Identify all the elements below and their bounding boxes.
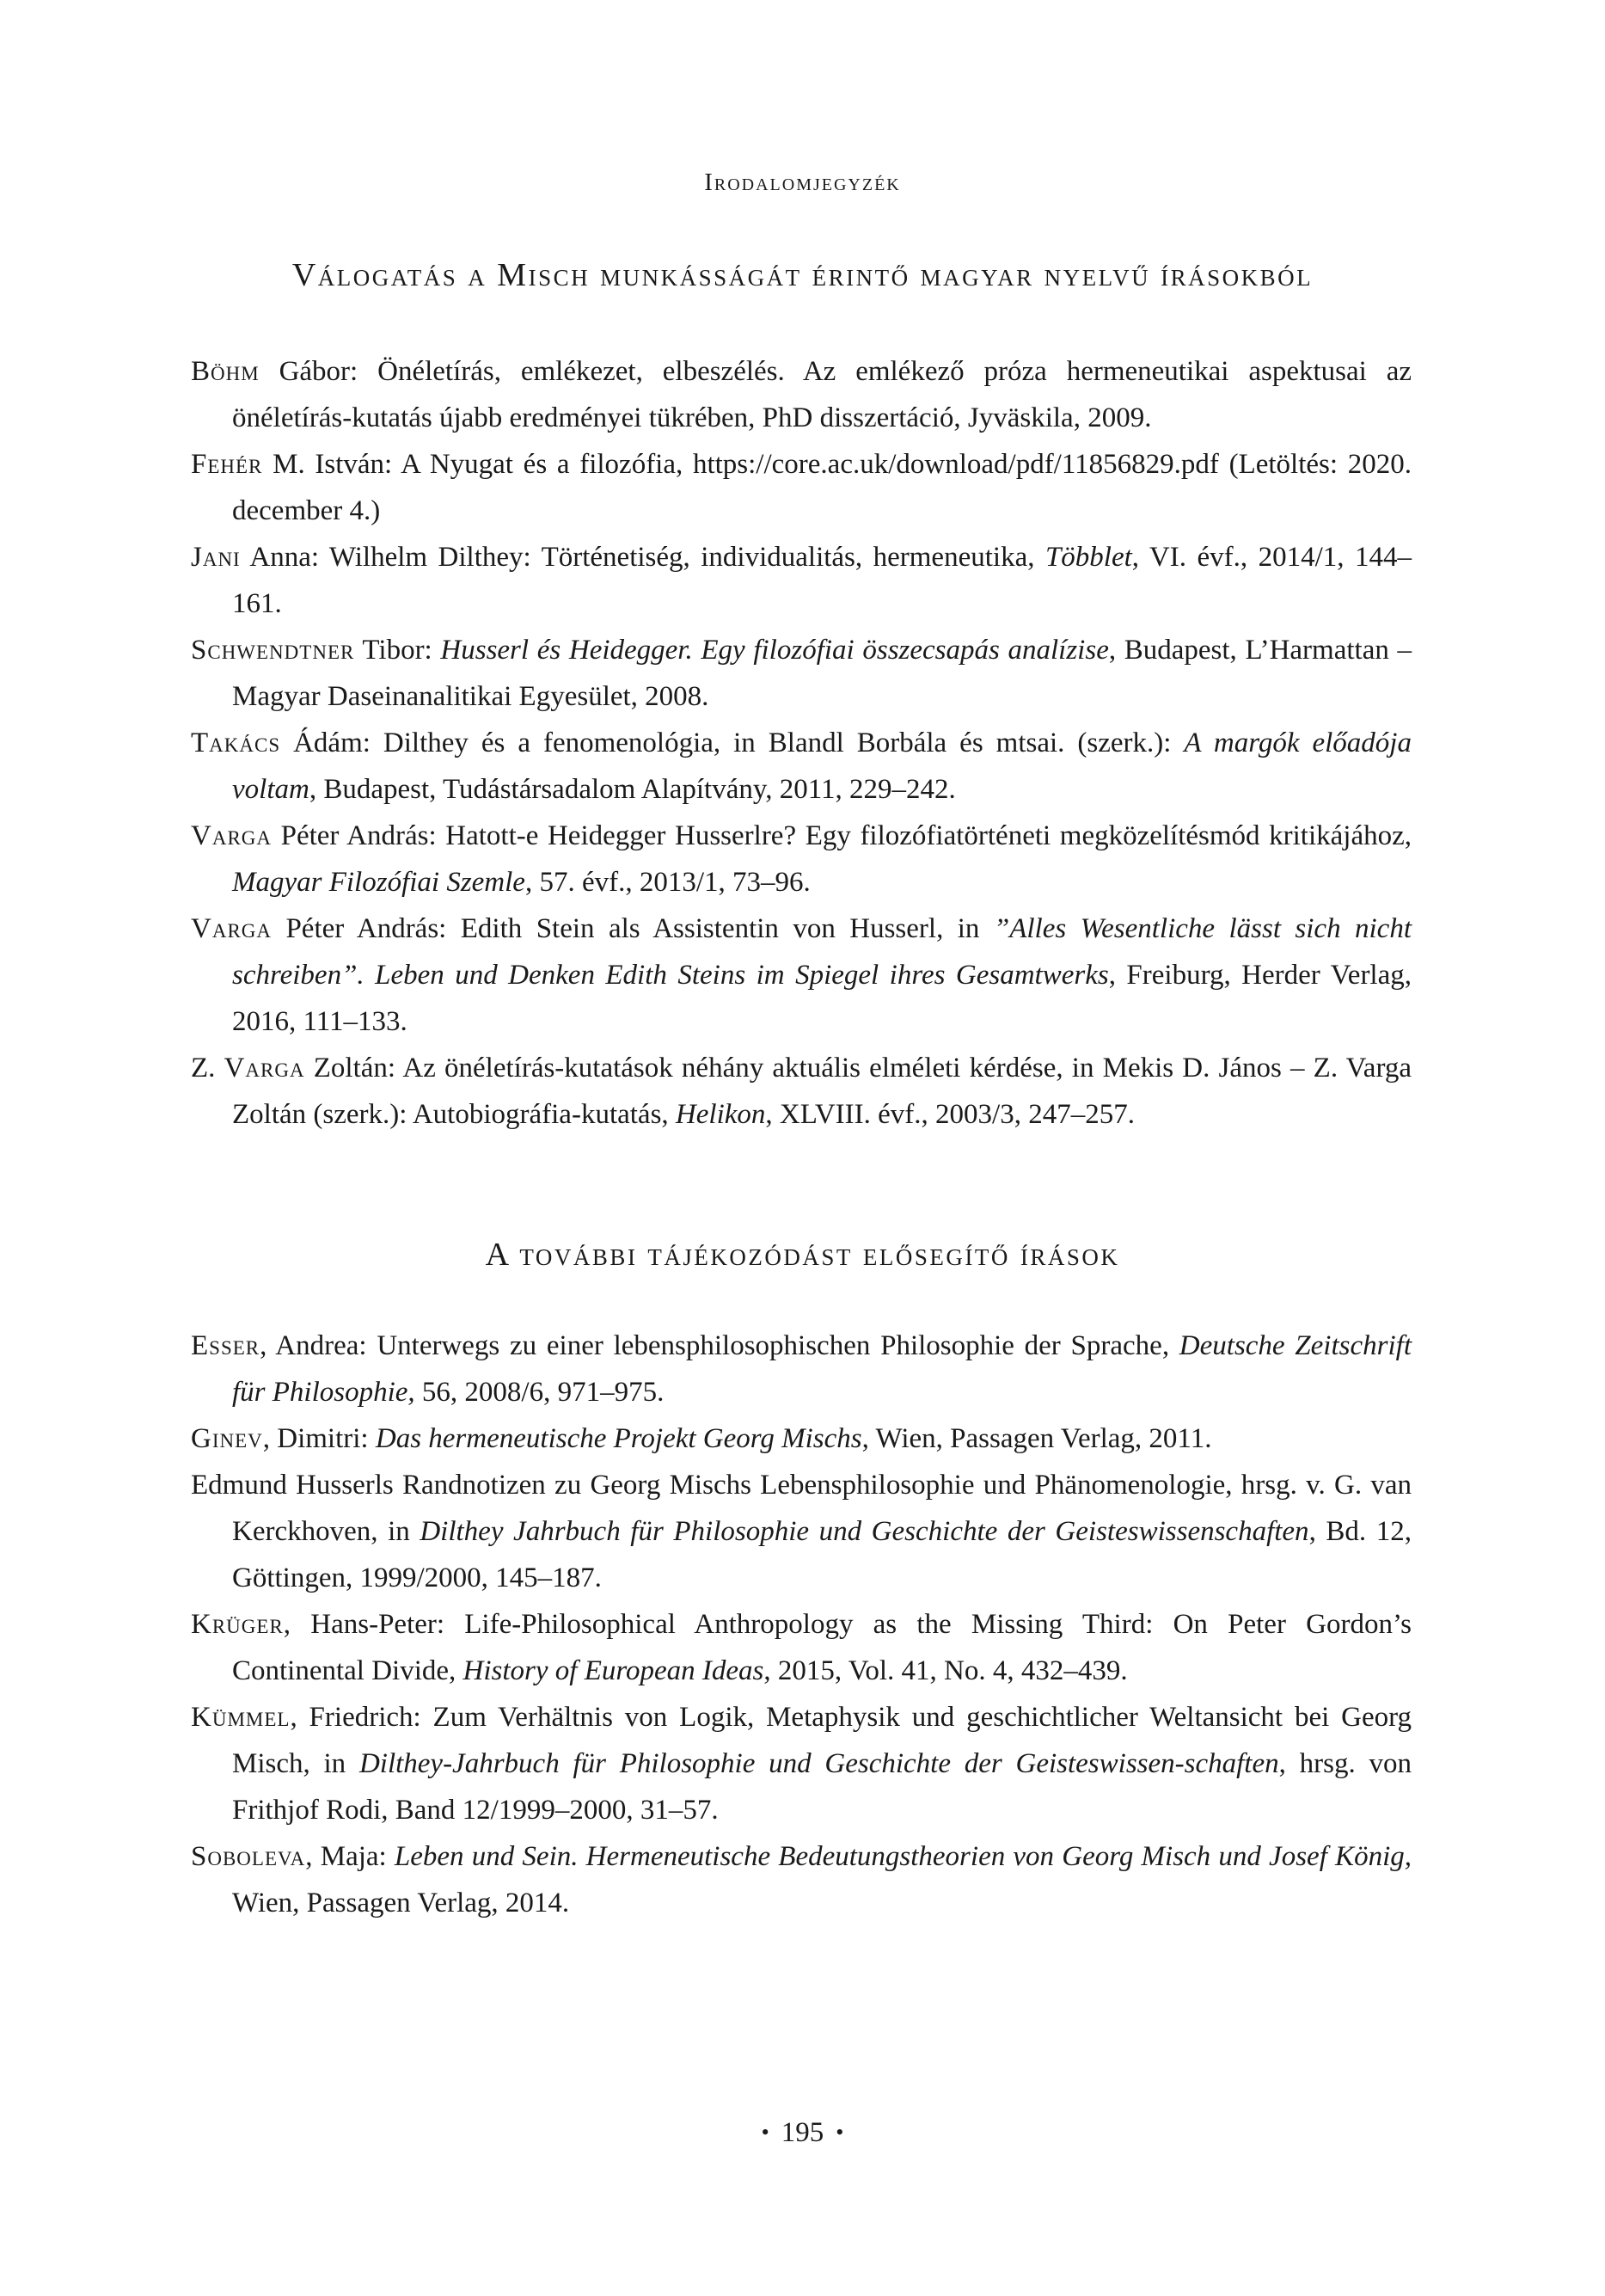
- bibliography-entry: [191, 1415, 1412, 1462]
- entry-text: Gábor: Önéletírás, emlékezet, elbeszélés. Az emlékező próza hermeneutikai aspektusai az önéletírás-kutatás újabb eredményei tükrében, PhD disszertáció, Jyväskila, 2009.: [232, 356, 1412, 433]
- bibliography-entry: [191, 348, 1412, 441]
- entry-text: , Wien, Passagen Verlag, 2011.: [861, 1423, 1212, 1454]
- bullet-icon: •: [761, 2120, 769, 2145]
- bibliography-entry: [191, 1694, 1412, 1833]
- bibliography-entry: [191, 1601, 1412, 1694]
- entry-text: Wien, Passagen Verlag, 2014.: [232, 1888, 570, 1918]
- work-title: Dilthey Jahrbuch für Philosophie und Geschichte der Geisteswissenschaften: [420, 1516, 1309, 1547]
- entry-text: , 57. évf., 2013/1, 73–96.: [524, 867, 811, 898]
- work-title: Leben und Sein. Hermeneutische Bedeutungstheorien von Georg Misch und Josef König,: [394, 1841, 1412, 1872]
- work-title: Deutsche Zeitschrift für Philosophie,: [232, 1330, 1412, 1408]
- bibliography-entry: [191, 534, 1412, 627]
- bibliography-entry: [191, 720, 1412, 813]
- entry-text: , Dimitri:: [262, 1423, 376, 1454]
- entry-text: , Budapest, L’Harmattan – Magyar Daseinanalitikai Egyesület, 2008.: [232, 635, 1412, 712]
- work-title: Helikon: [675, 1099, 766, 1130]
- bibliography-list: [191, 348, 1412, 1138]
- entry-text: 56, 2008/6, 971–975.: [414, 1377, 665, 1408]
- bibliography-entry: [191, 813, 1412, 906]
- author-surname: Krüger: [191, 1609, 284, 1640]
- author-surname: Varga: [224, 1053, 305, 1084]
- entry-text: Péter András: Edith Stein als Assistentin von Husserl, in: [272, 913, 994, 944]
- bibliography-entry: [191, 1045, 1412, 1138]
- author-surname: Varga: [191, 913, 273, 944]
- author-surname: Böhm: [191, 356, 260, 387]
- bibliography-entry: [191, 441, 1412, 534]
- entry-text: Zoltán: Az önéletírás-kutatások néhány aktuális elméleti kérdése, in Mekis D. János – Z. Varga Zoltán (szerk.): Autobiográfia-kutatás,: [232, 1053, 1412, 1130]
- work-title: ”Alles Wesentliche lässt sich nicht schreiben”. Leben und Denken Edith Steins im Spiegel ihres Gesamtwerks: [232, 913, 1412, 991]
- entry-text: Anna: Wilhelm Dilthey: Történetiség, individualitás, hermeneutika,: [240, 542, 1045, 573]
- entry-text: , Bd. 12, Göttingen, 1999/2000, 145–187.: [232, 1516, 1412, 1593]
- page-number: 195: [781, 2117, 824, 2148]
- author-surname: Schwendtner: [191, 635, 355, 666]
- bullet-icon: •: [836, 2120, 844, 2145]
- section-title: A további tájékozódást elősegítő írások: [485, 1237, 1120, 1273]
- entry-text: , XLVIII. évf., 2003/3, 247–257.: [765, 1099, 1135, 1130]
- entry-text: , hrsg. von Frithjof Rodi, Band 12/1999–2000, 31–57.: [232, 1748, 1412, 1826]
- entry-text: Péter András: Hatott-e Heidegger Husserlre? Egy filozófiatörténeti megközelítésmód kritikájához,: [272, 820, 1412, 851]
- entry-text: M. István: A Nyugat és a filozófia, https://core.ac.uk/download/pdf/11856829.pdf (Letöltés: 2020. december 4.): [232, 449, 1412, 526]
- author-surname: Kümmel: [191, 1702, 291, 1733]
- entry-text: , Andrea: Unterwegs zu einer lebensphilosophischen Philosophie der Sprache,: [260, 1330, 1179, 1361]
- bibliography-list: [191, 1323, 1412, 1926]
- bibliography-entry: [191, 1833, 1412, 1926]
- entry-text: , Budapest, Tudástársadalom Alapítvány, 2011, 229–242.: [309, 774, 956, 805]
- bibliography-entry: [191, 906, 1412, 1045]
- entry-text: Z.: [191, 1053, 224, 1084]
- work-title: A margók előadója voltam: [232, 727, 1412, 805]
- work-title: History of European Ideas: [463, 1655, 764, 1686]
- entry-text: Tibor:: [354, 635, 441, 666]
- entry-text: Ádám: Dilthey és a fenomenológia, in Blandl Borbála és mtsai. (szerk.):: [280, 727, 1185, 758]
- page-footer: [0, 2117, 1605, 2149]
- author-surname: Ginev: [191, 1423, 263, 1454]
- work-title: Husserl és Heidegger. Egy filozófiai összecsapás analízise: [440, 635, 1109, 666]
- work-title: Dilthey-Jahrbuch für Philosophie und Geschichte der Geisteswissen-schaften: [358, 1748, 1279, 1779]
- running-head: Irodalomjegyzék: [704, 169, 901, 196]
- bibliography-entry: [191, 1462, 1412, 1601]
- author-surname: Soboleva: [191, 1841, 306, 1872]
- section-title: Válogatás a Misch munkásságát érintő magyar nyelvű írásokból: [291, 257, 1314, 293]
- work-title: Das hermeneutische Projekt Georg Mischs: [375, 1423, 862, 1454]
- entry-text: , Hans-Peter: Life-Philosophical Anthropology as the Missing Third: On Peter Gordon’s Continental Divide,: [232, 1609, 1412, 1686]
- work-title: Többlet: [1044, 542, 1132, 573]
- work-title: Magyar Filozófiai Szemle: [232, 867, 525, 898]
- author-surname: Esser: [191, 1330, 260, 1361]
- author-surname: Fehér: [191, 449, 263, 480]
- entry-text: , Freiburg, Herder Verlag, 2016, 111–133.: [232, 960, 1412, 1037]
- bibliography-entry: [191, 1323, 1412, 1415]
- entry-text: , Friedrich: Zum Verhältnis von Logik, Metaphysik und geschichtlicher Weltansicht bei Georg Misch, in: [232, 1702, 1412, 1779]
- entry-text: , VI. évf., 2014/1, 144–161.: [232, 542, 1412, 619]
- author-surname: Takács: [191, 727, 281, 758]
- entry-text: , 2015, Vol. 41, No. 4, 432–439.: [763, 1655, 1128, 1686]
- entry-text: , Maja:: [305, 1841, 395, 1872]
- author-surname: Jani: [191, 542, 241, 573]
- entry-text: Edmund Husserls Randnotizen zu Georg Mischs Lebensphilosophie und Phänomenologie, hrsg. v. G. van Kerckhoven, in: [191, 1470, 1412, 1547]
- author-surname: Varga: [191, 820, 273, 851]
- bibliography-entry: [191, 627, 1412, 720]
